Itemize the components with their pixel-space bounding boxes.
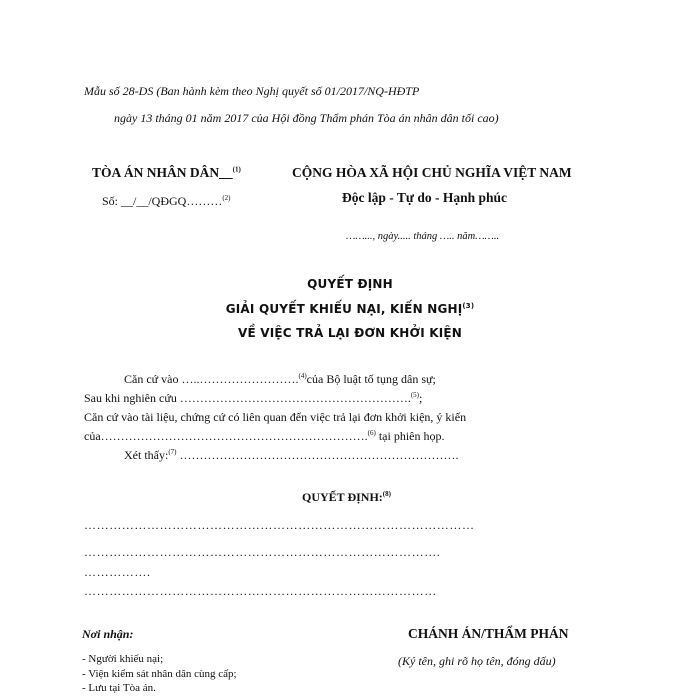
court-name (92, 165, 241, 181)
decision-heading-text: QUYẾT ĐỊNH: (302, 490, 383, 504)
after-review-text: Sau khi nghiên cứu …………………………………………………. (84, 391, 411, 405)
title-line2 (0, 302, 700, 316)
considering-text: Xét thấy: (124, 448, 169, 462)
signature-note: (Ký tên, ghi rõ họ tên, đóng dấu) (398, 654, 556, 668)
court-footnote: (1) (232, 165, 241, 174)
considering-dots: ……………………………………………………………. (176, 448, 459, 462)
title-line3: VỀ VIỆC TRẢ LẠI ĐƠN KHỞI KIỆN (237, 326, 463, 340)
recipient-item: - Người khiếu nại; (82, 653, 164, 665)
decision-number (102, 194, 231, 209)
signature-title: CHÁNH ÁN/THẨM PHÁN (408, 626, 569, 641)
nation-name: CỘNG HÒA XÃ HỘI CHỦ NGHĨA VIỆT NAM (292, 165, 572, 180)
title-footnote: (3) (462, 302, 475, 310)
recipient-item: - Viện kiểm sát nhân dân cùng cấp; (82, 667, 237, 680)
decision-line2: …………………………………………………………………………. (84, 545, 441, 559)
footnote-7: (7) (168, 448, 177, 456)
form-note-line2: ngày 13 tháng 01 năm 2017 của Hội đồng Thẩm phán Tòa án nhân dân tối cao) (114, 111, 499, 125)
paragraph-evidence-line2 (84, 429, 444, 444)
legal-basis-text: Căn cứ vào …..……………………. (124, 372, 299, 386)
paragraph-after-review (84, 391, 422, 406)
paragraph-evidence-line1: Căn cứ vào tài liệu, chứng cứ có liên quan đến việc trả lại đơn khởi kiện, ý kiến (84, 410, 467, 424)
recipients-heading: Nơi nhận: (82, 627, 134, 641)
form-note-line1: Mẫu số 28-DS (Ban hành kèm theo Nghị quyết số 01/2017/NQ-HĐTP (84, 84, 420, 98)
court-name-text: TÒA ÁN NHÂN DÂN (92, 165, 220, 180)
paragraph-considering (124, 448, 459, 463)
number-footnote: (2) (222, 194, 231, 202)
evidence-line2-tail: tại phiên họp. (375, 429, 445, 443)
title-line2-text: GIẢI QUYẾT KHIẾU NẠI, KIẾN NGHỊ (225, 302, 463, 316)
footnote-8: (8) (382, 490, 391, 498)
decision-line1: ………………………………………………………………………………… (84, 518, 475, 532)
recipient-item: - Lưu tại Tòa án. (82, 682, 156, 694)
evidence-line2-text: của…………………………………………………………. (84, 429, 368, 443)
recipients-list (82, 652, 237, 696)
title-line1: QUYẾT ĐỊNH (307, 277, 393, 291)
date-line: ……..., ngày..... tháng ….. năm…….. (346, 231, 500, 242)
legal-basis-tail: của Bộ luật tố tụng dân sự; (306, 372, 436, 386)
decision-line4: ………………………………………………………………………… (84, 584, 437, 598)
national-motto: Độc lập - Tự do - Hạnh phúc (342, 190, 508, 205)
footnote-6: (6) (367, 429, 376, 437)
decision-number-text: Số: __/__/QĐGQ……… (102, 194, 223, 208)
footnote-5: (5) (410, 391, 419, 399)
decision-line3: ……………. (84, 565, 151, 579)
court-name-blank: __ (219, 165, 233, 180)
footnote-4: (4) (298, 372, 307, 380)
decision-heading (302, 490, 391, 505)
paragraph-legal-basis (124, 372, 436, 387)
after-review-tail: ; (419, 391, 423, 405)
